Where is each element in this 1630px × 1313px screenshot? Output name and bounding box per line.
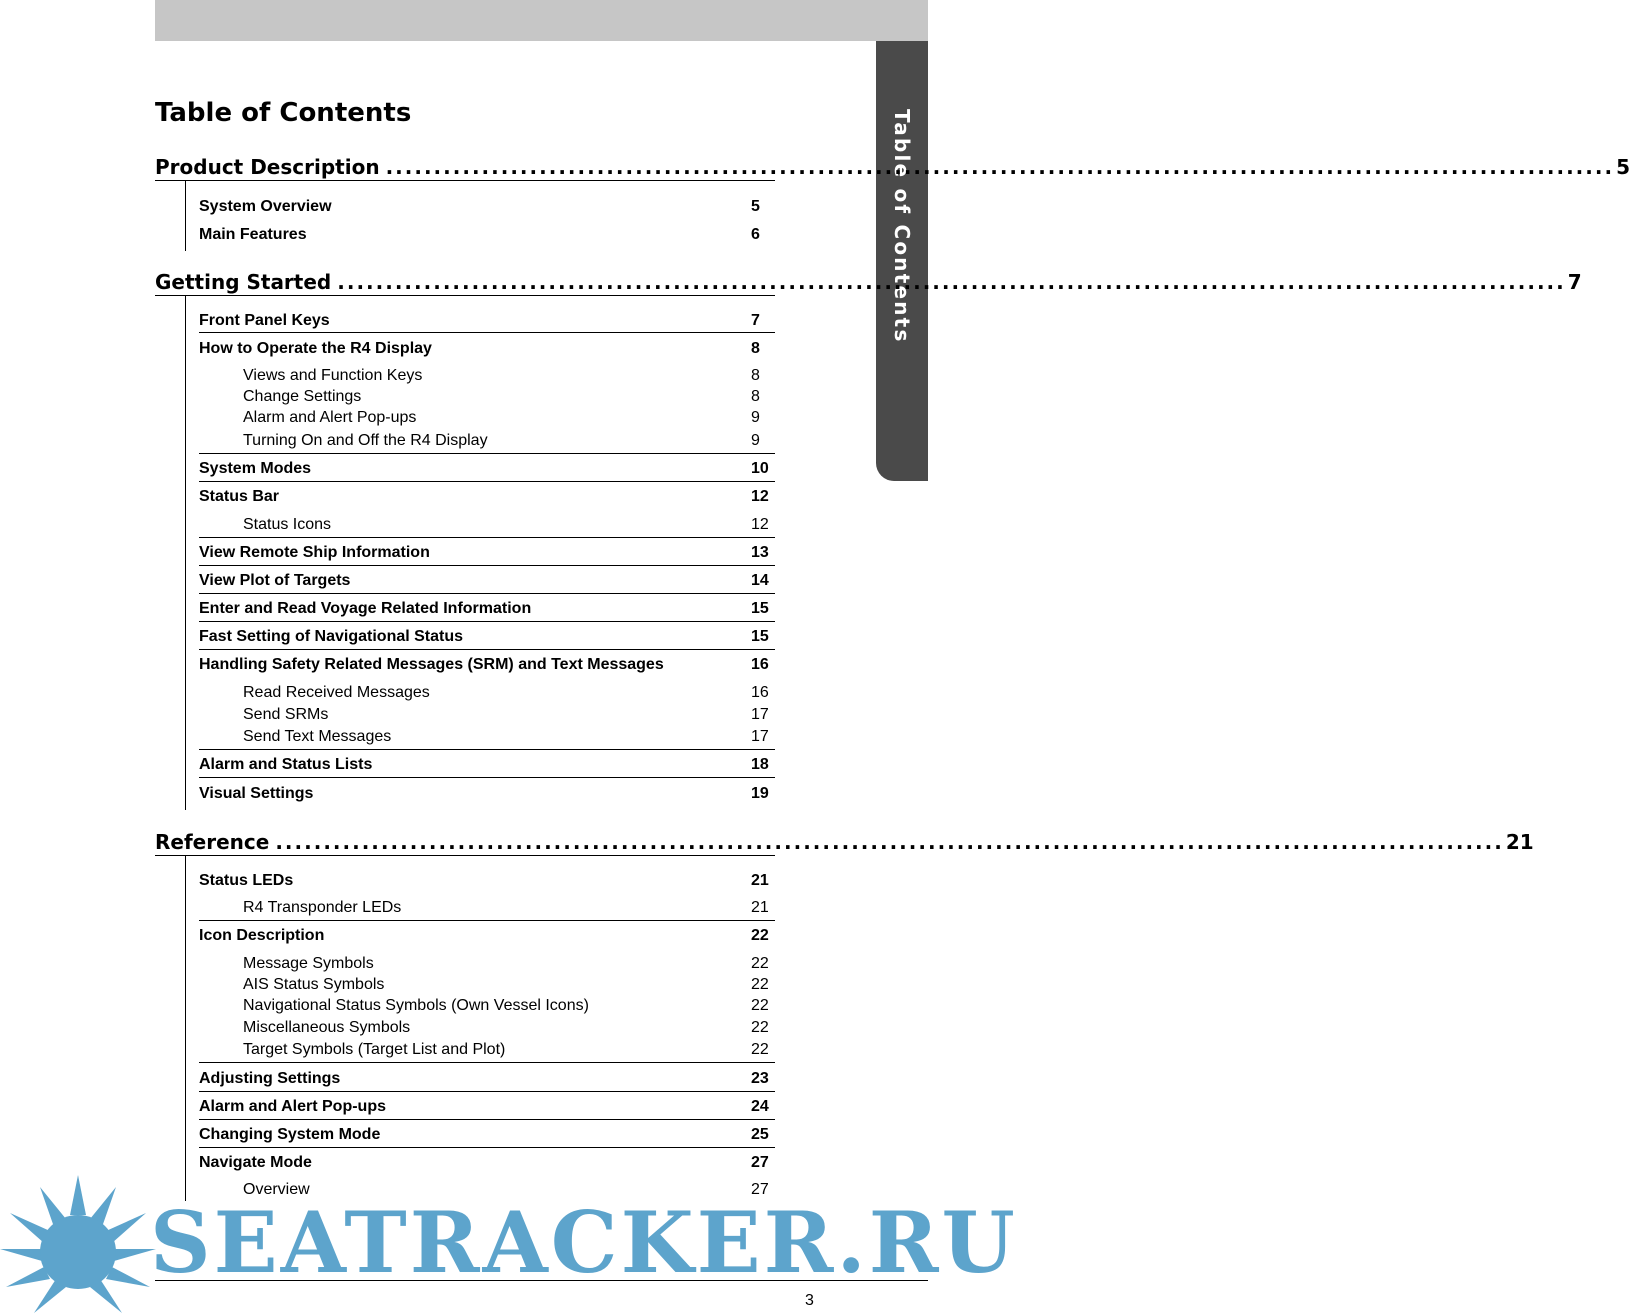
chapter-title: Product Description bbox=[155, 155, 380, 179]
section-rule bbox=[199, 593, 775, 594]
section-title: Handling Safety Related Messages (SRM) and Text Messages bbox=[199, 656, 664, 673]
subsection-entry[interactable] bbox=[243, 431, 773, 451]
section-page: 5 bbox=[751, 198, 760, 215]
subsection-entry[interactable] bbox=[243, 683, 773, 703]
section-page: 24 bbox=[751, 1098, 769, 1115]
subsection-title: Send Text Messages bbox=[243, 728, 392, 745]
section-title: Fast Setting of Navigational Status bbox=[199, 628, 464, 645]
section-title: Status LEDs bbox=[199, 872, 294, 889]
section-title: Main Features bbox=[199, 226, 307, 243]
subsection-title: R4 Transponder LEDs bbox=[243, 899, 402, 916]
subsection-page: 21 bbox=[751, 899, 769, 916]
dot-leader bbox=[386, 153, 1615, 181]
section-entry[interactable] bbox=[199, 225, 773, 245]
page-title: Table of Contents bbox=[155, 98, 412, 128]
subsection-page: 8 bbox=[751, 388, 760, 405]
section-rule bbox=[199, 537, 775, 538]
subsection-entry[interactable] bbox=[243, 1040, 773, 1060]
section-rule bbox=[199, 453, 775, 454]
subsection-page: 12 bbox=[751, 516, 769, 533]
section-entry[interactable] bbox=[199, 1097, 773, 1117]
chapter-title: Reference bbox=[155, 830, 270, 854]
section-rule bbox=[199, 332, 775, 333]
chapter-entry[interactable] bbox=[155, 268, 1582, 296]
subsection-page: 8 bbox=[751, 367, 760, 384]
section-rule bbox=[199, 481, 775, 482]
section-page: 16 bbox=[751, 656, 769, 673]
subsection-entry[interactable] bbox=[243, 996, 773, 1016]
section-entry[interactable] bbox=[199, 655, 773, 675]
subsection-page: 17 bbox=[751, 706, 769, 723]
section-page: 23 bbox=[751, 1070, 769, 1087]
side-tab-label: Table of Contents bbox=[890, 109, 914, 344]
section-page: 10 bbox=[751, 460, 769, 477]
subsection-entry[interactable] bbox=[243, 408, 773, 428]
section-entry[interactable] bbox=[199, 571, 773, 591]
section-entry[interactable] bbox=[199, 926, 773, 946]
section-rule bbox=[199, 1091, 775, 1092]
subsection-page: 22 bbox=[751, 976, 769, 993]
chapter-rule bbox=[155, 295, 775, 296]
section-entry[interactable] bbox=[199, 543, 773, 563]
section-title: Status Bar bbox=[199, 488, 280, 505]
subsection-title: Miscellaneous Symbols bbox=[243, 1019, 411, 1036]
section-title: Changing System Mode bbox=[199, 1126, 381, 1143]
subsection-page: 16 bbox=[751, 684, 769, 701]
chapter-entry[interactable] bbox=[155, 828, 1534, 856]
section-entry[interactable] bbox=[199, 197, 773, 217]
subsection-page: 22 bbox=[751, 997, 769, 1014]
section-rule bbox=[199, 749, 775, 750]
chapter-page: 7 bbox=[1567, 270, 1582, 294]
section-page: 22 bbox=[751, 927, 769, 944]
section-title: System Overview bbox=[199, 198, 332, 215]
chapter-bracket bbox=[185, 296, 186, 810]
section-page: 19 bbox=[751, 785, 769, 802]
subsection-page: 9 bbox=[751, 432, 760, 449]
section-entry[interactable] bbox=[199, 871, 773, 891]
section-rule bbox=[199, 649, 775, 650]
section-title: How to Operate the R4 Display bbox=[199, 340, 432, 357]
section-title: Visual Settings bbox=[199, 785, 314, 802]
subsection-title: Message Symbols bbox=[243, 955, 374, 972]
subsection-page: 17 bbox=[751, 728, 769, 745]
chapter-rule bbox=[155, 855, 775, 856]
subsection-entry[interactable] bbox=[243, 954, 773, 974]
subsection-entry[interactable] bbox=[243, 366, 773, 386]
subsection-entry[interactable] bbox=[243, 515, 773, 535]
section-entry[interactable] bbox=[199, 755, 773, 775]
subsection-title: Navigational Status Symbols (Own Vessel Icons) bbox=[243, 997, 589, 1014]
section-page: 25 bbox=[751, 1126, 769, 1143]
dot-leader bbox=[337, 268, 1566, 296]
section-entry[interactable] bbox=[199, 627, 773, 647]
section-title: Adjusting Settings bbox=[199, 1070, 341, 1087]
section-rule bbox=[199, 621, 775, 622]
page-number: 3 bbox=[805, 1292, 814, 1309]
section-rule bbox=[199, 777, 775, 778]
section-title: Navigate Mode bbox=[199, 1154, 312, 1171]
subsection-entry[interactable] bbox=[243, 727, 773, 747]
chapter-entry[interactable] bbox=[155, 153, 1630, 181]
section-page: 6 bbox=[751, 226, 760, 243]
section-rule bbox=[199, 1119, 775, 1120]
section-entry[interactable] bbox=[199, 339, 773, 359]
watermark-text: SEATRACKER.RU bbox=[150, 1193, 1018, 1292]
section-page: 8 bbox=[751, 340, 760, 357]
section-page: 12 bbox=[751, 488, 769, 505]
subsection-title: Overview bbox=[243, 1181, 310, 1198]
subsection-title: Read Received Messages bbox=[243, 684, 430, 701]
section-title: Alarm and Alert Pop-ups bbox=[199, 1098, 386, 1115]
section-page: 13 bbox=[751, 544, 769, 561]
subsection-entry[interactable] bbox=[243, 387, 773, 407]
chapter-bracket bbox=[185, 181, 186, 251]
header-bar bbox=[155, 0, 928, 41]
chapter-page: 5 bbox=[1616, 155, 1630, 179]
section-entry[interactable] bbox=[199, 1069, 773, 1089]
section-page: 21 bbox=[751, 872, 769, 889]
section-entry[interactable] bbox=[199, 599, 773, 619]
section-page: 27 bbox=[751, 1154, 769, 1171]
section-title: Enter and Read Voyage Related Information bbox=[199, 600, 532, 617]
subsection-title: Alarm and Alert Pop-ups bbox=[243, 409, 417, 426]
section-page: 7 bbox=[751, 312, 760, 329]
chapter-bracket bbox=[185, 856, 186, 1201]
section-page: 18 bbox=[751, 756, 769, 773]
section-entry[interactable] bbox=[199, 1125, 773, 1145]
subsection-page: 9 bbox=[751, 409, 760, 426]
subsection-entry[interactable] bbox=[243, 898, 773, 918]
section-entry[interactable] bbox=[199, 459, 773, 479]
section-title: View Remote Ship Information bbox=[199, 544, 430, 561]
section-page: 14 bbox=[751, 572, 769, 589]
side-tab[interactable] bbox=[876, 41, 928, 481]
subsection-page: 22 bbox=[751, 955, 769, 972]
section-entry[interactable] bbox=[199, 784, 773, 804]
section-title: Icon Description bbox=[199, 927, 325, 944]
section-rule bbox=[199, 920, 775, 921]
subsection-entry[interactable] bbox=[243, 975, 773, 995]
subsection-title: Status Icons bbox=[243, 516, 332, 533]
subsection-title: Send SRMs bbox=[243, 706, 329, 723]
subsection-title: Turning On and Off the R4 Display bbox=[243, 432, 488, 449]
subsection-title: Views and Function Keys bbox=[243, 367, 423, 384]
subsection-title: AIS Status Symbols bbox=[243, 976, 385, 993]
section-rule bbox=[199, 565, 775, 566]
subsection-page: 22 bbox=[751, 1019, 769, 1036]
section-title: Front Panel Keys bbox=[199, 312, 330, 329]
subsection-page: 22 bbox=[751, 1041, 769, 1058]
section-entry[interactable] bbox=[199, 487, 773, 507]
chapter-page: 21 bbox=[1505, 830, 1534, 854]
subsection-title: Change Settings bbox=[243, 388, 362, 405]
section-rule bbox=[199, 1147, 775, 1148]
section-title: System Modes bbox=[199, 460, 312, 477]
section-page: 15 bbox=[751, 628, 769, 645]
section-entry[interactable] bbox=[199, 311, 773, 331]
chapter-rule bbox=[155, 180, 775, 181]
subsection-page: 27 bbox=[751, 1181, 769, 1198]
section-page: 15 bbox=[751, 600, 769, 617]
chapter-title: Getting Started bbox=[155, 270, 332, 294]
section-rule bbox=[199, 1062, 775, 1063]
subsection-title: Target Symbols (Target List and Plot) bbox=[243, 1041, 506, 1058]
section-entry[interactable] bbox=[199, 1153, 773, 1173]
subsection-entry[interactable] bbox=[243, 705, 773, 725]
section-title: Alarm and Status Lists bbox=[199, 756, 373, 773]
subsection-entry[interactable] bbox=[243, 1018, 773, 1038]
section-title: View Plot of Targets bbox=[199, 572, 351, 589]
dot-leader bbox=[275, 828, 1504, 856]
